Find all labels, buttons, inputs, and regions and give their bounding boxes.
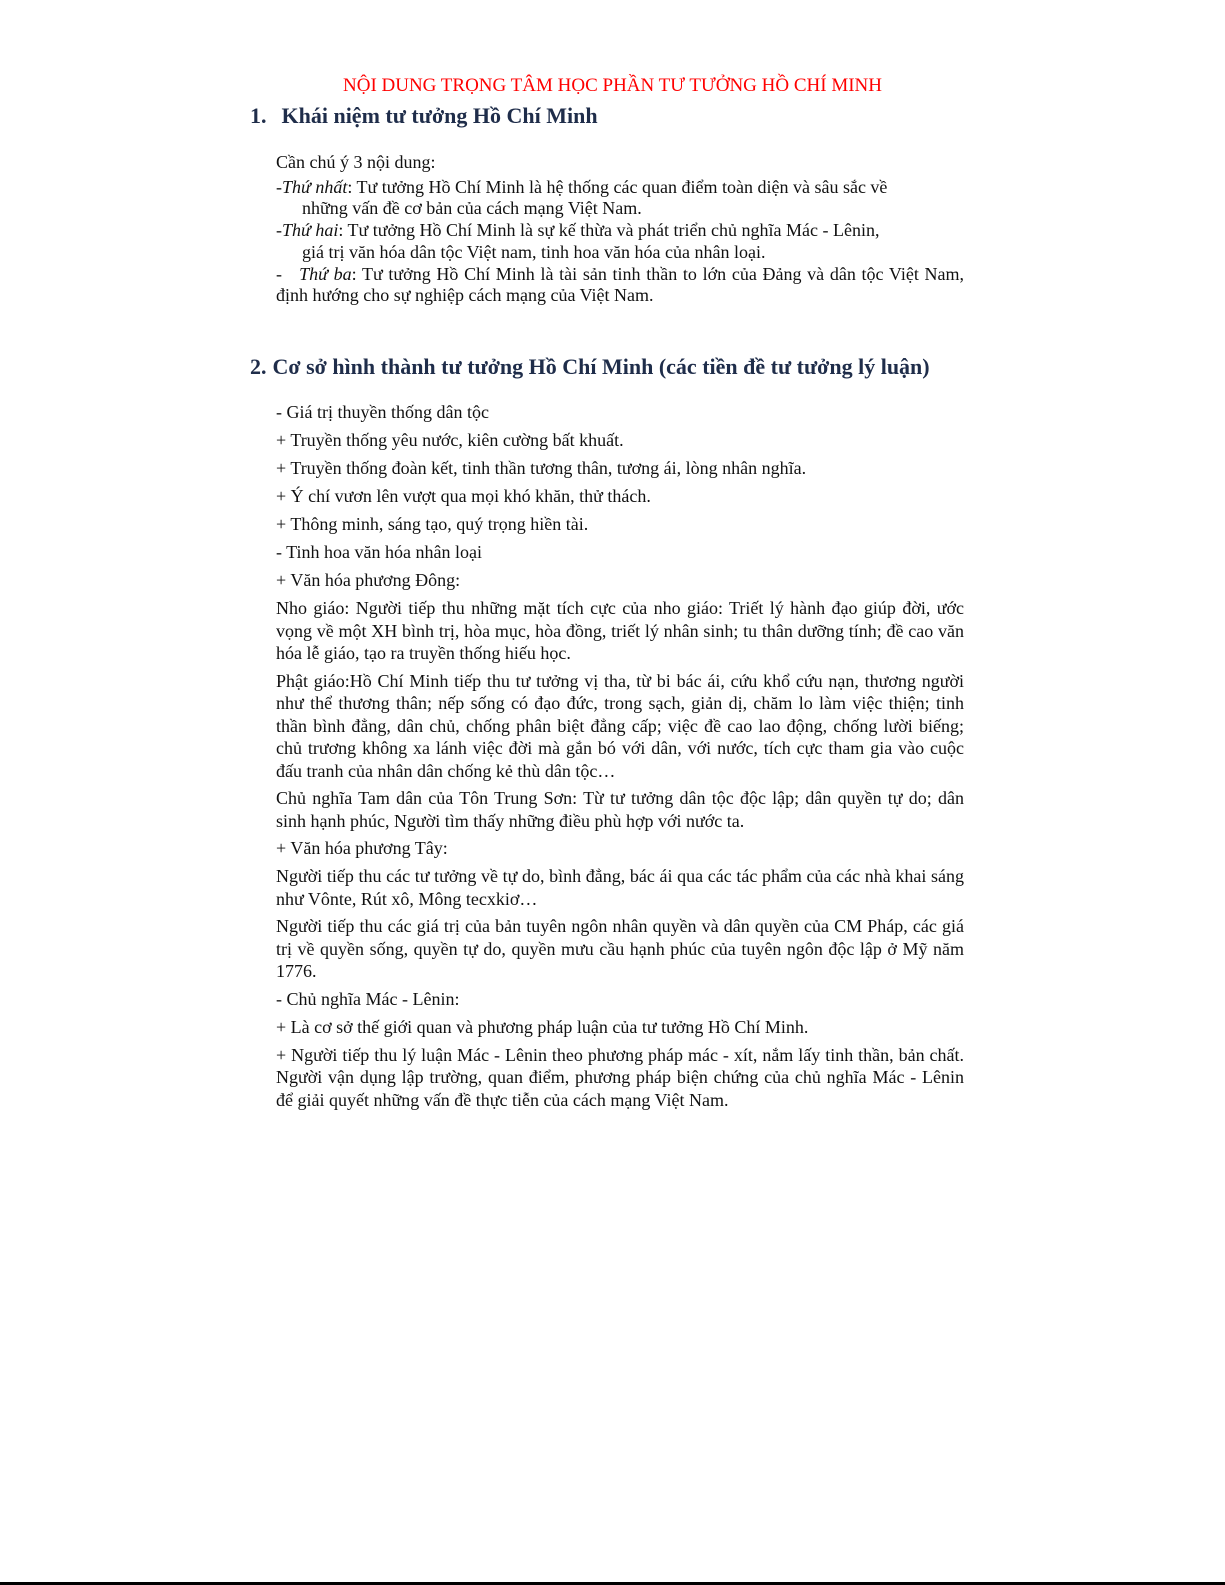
list-item: - Tinh hoa văn hóa nhân loại <box>276 542 482 562</box>
section-2-heading <box>250 354 930 380</box>
concept-item-1: -Thứ nhất: Tư tưởng Hồ Chí Minh là hệ thống các quan điểm toàn diện và sâu sắc về <box>276 176 888 197</box>
section-2-title: Cơ sở hình thành tư tưởng Hồ Chí Minh (các tiền đề tư tưởng lý luận) <box>272 354 930 379</box>
list-item: + Thông minh, sáng tạo, quý trọng hiền tài. <box>276 514 589 534</box>
list-item: - Chủ nghĩa Mác - Lênin: <box>276 988 460 1009</box>
section-1-intro: Cần chú ý 3 nội dung: <box>276 152 436 172</box>
section-1-body <box>276 152 964 307</box>
list-item: + Truyền thống yêu nước, kiên cường bất khuất. <box>276 430 624 450</box>
list-item: - Giá trị thuyền thống dân tộc <box>276 402 489 422</box>
concept-item-2-continued: giá trị văn hóa dân tộc Việt nam, tinh hoa văn hóa của nhân loại. <box>302 241 766 262</box>
list-item: + Văn hóa phương Đông: <box>276 570 461 590</box>
section-2-number: 2. <box>250 354 267 379</box>
list-item: + Ý chí vươn lên vượt qua mọi khó khăn, thử thách. <box>276 486 651 506</box>
list-item: + Văn hóa phương Tây: <box>276 838 448 858</box>
list-item: + Truyền thống đoàn kết, tinh thần tương thân, tương ái, lòng nhân nghĩa. <box>276 458 807 478</box>
concept-item-2: -Thứ hai: Tư tưởng Hồ Chí Minh là sự kế thừa và phát triển chủ nghĩa Mác - Lênin, <box>276 220 880 241</box>
paragraph-nho-giao: Nho giáo: Người tiếp thu những mặt tích cực của nho giáo: Triết lý hành đạo giúp đời, ước vọng về một XH bình trị, hòa mục, hòa đồng, triết lý nhân sinh; tu thân dưỡng tính; đề cao văn hóa lễ giáo, tạo ra truyền thống hiếu học. <box>276 598 964 663</box>
section-1-number: 1. <box>250 103 267 128</box>
list-item: + Là cơ sở thế giới quan và phương pháp luận của tư tưởng Hồ Chí Minh. <box>276 1016 809 1037</box>
section-1-heading <box>250 103 598 129</box>
section-2-body <box>276 401 964 1116</box>
section-1-title: Khái niệm tư tưởng Hồ Chí Minh <box>281 103 598 128</box>
concept-item-3: - Thứ ba: Tư tưởng Hồ Chí Minh là tài sản tinh thần to lớn của Đảng và dân tộc Việt Nam, định hướng cho sự nghiệp cách mạng của Việt Nam. <box>276 263 964 306</box>
paragraph-van-dung: + Người tiếp thu lý luận Mác - Lênin theo phương pháp mác - xít, nắm lấy tinh thần, bản chất. Người vận dụng lập trường, quan điểm, phương pháp biện chứng của chủ nghĩa Mác - Lênin để giải quyết những vấn đề thực tiễn của cách mạng Việt Nam. <box>276 1044 964 1110</box>
paragraph-tam-dan: Chủ nghĩa Tam dân của Tôn Trung Sơn: Từ tư tưởng dân tộc độc lập; dân quyền tự do; dân sinh hạnh phúc, Người tìm thấy những điều phù hợp với nước ta. <box>276 788 964 831</box>
paragraph-nhan-quyen: Người tiếp thu các giá trị của bản tuyên ngôn nhân quyền và dân quyền của CM Pháp, các giá trị về quyền sống, quyền tự do, quyền mưu cầu hạnh phúc của tuyên ngôn độc lập ở Mỹ năm 1776. <box>276 916 964 981</box>
concept-item-1-continued: những vấn đề cơ bản của cách mạng Việt Nam. <box>302 198 642 219</box>
document-title: NỘI DUNG TRỌNG TÂM HỌC PHẦN TƯ TƯỞNG HỒ CHÍ MINH <box>343 75 882 96</box>
paragraph-tu-do: Người tiếp thu các tư tưởng về tự do, bình đẳng, bác ái qua các tác phẩm của các nhà khai sáng như Vônte, Rút xô, Mông tecxkiơ… <box>276 866 964 909</box>
paragraph-phat-giao: Phật giáo:Hồ Chí Minh tiếp thu tư tưởng vị tha, từ bi bác ái, cứu khổ cứu nạn, thương người như thể thương thân; nếp sống có đạo đức, trong sạch, giản dị, chăm lo làm việc thiện; tinh thần bình đẳng, dân chủ, chống phân biệt đẳng cấp; việc đề cao lao động, chống lười biếng; chủ trương không xa lánh việc đời mà gắn bó với dân, với nước, tích cực tham gia vào cuộc đấu tranh của nhân dân chống kẻ thù dân tộc… <box>276 670 964 781</box>
